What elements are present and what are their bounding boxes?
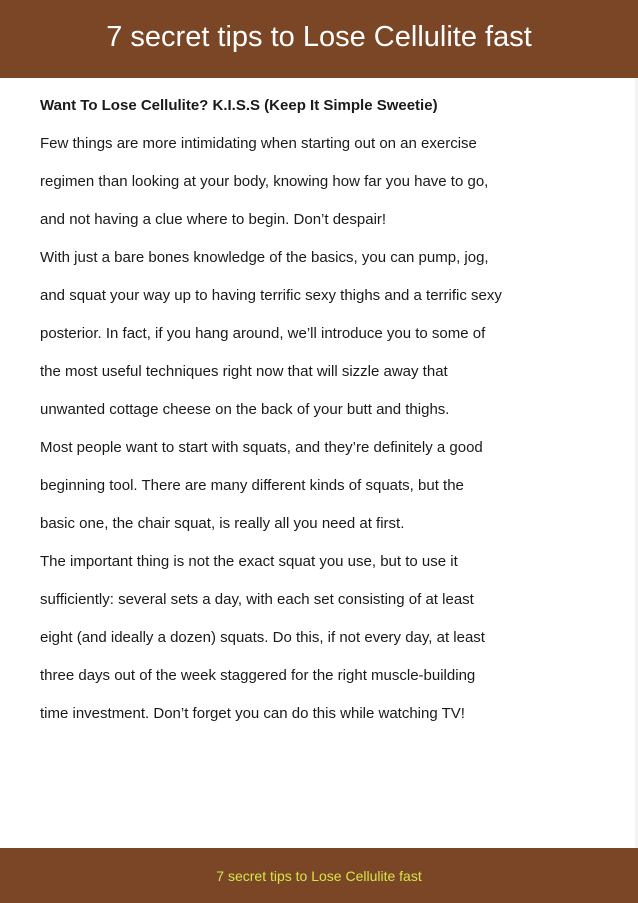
footer-title: 7 secret tips to Lose Cellulite fast — [216, 868, 422, 884]
text-line: Most people want to start with squats, and they’re definitely a good — [40, 439, 483, 456]
text-line: eight (and ideally a dozen) squats. Do this, if not every day, at least — [40, 629, 485, 646]
text-line: basic one, the chair squat, is really all you need at first. — [40, 515, 405, 532]
article-heading: Want To Lose Cellulite? K.I.S.S (Keep It Simple Sweetie) — [40, 97, 438, 114]
text-line: and squat your way up to having terrific sexy thighs and a terrific sexy — [40, 287, 502, 304]
text-line: posterior. In fact, if you hang around, we’ll introduce you to some of — [40, 325, 486, 342]
text-line: With just a bare bones knowledge of the basics, you can pump, jog, — [40, 249, 489, 266]
text-line: the most useful techniques right now that will sizzle away that — [40, 363, 448, 380]
text-line: sufficiently: several sets a day, with each set consisting of at least — [40, 591, 474, 608]
text-line: beginning tool. There are many different kinds of squats, but the — [40, 477, 464, 494]
text-line: Few things are more intimidating when starting out on an exercise — [40, 135, 477, 152]
text-line: time investment. Don’t forget you can do this while watching TV! — [40, 705, 465, 722]
text-line: and not having a clue where to begin. Don’t despair! — [40, 211, 387, 228]
text-line: regimen than looking at your body, knowing how far you have to go, — [40, 173, 489, 190]
page-title: 7 secret tips to Lose Cellulite fast — [106, 21, 532, 53]
text-line: The important thing is not the exact squat you use, but to use it — [40, 553, 458, 570]
text-line: unwanted cottage cheese on the back of your butt and thighs. — [40, 401, 450, 418]
text-line: three days out of the week staggered for the right muscle-building — [40, 667, 476, 684]
article-body — [40, 92, 620, 738]
